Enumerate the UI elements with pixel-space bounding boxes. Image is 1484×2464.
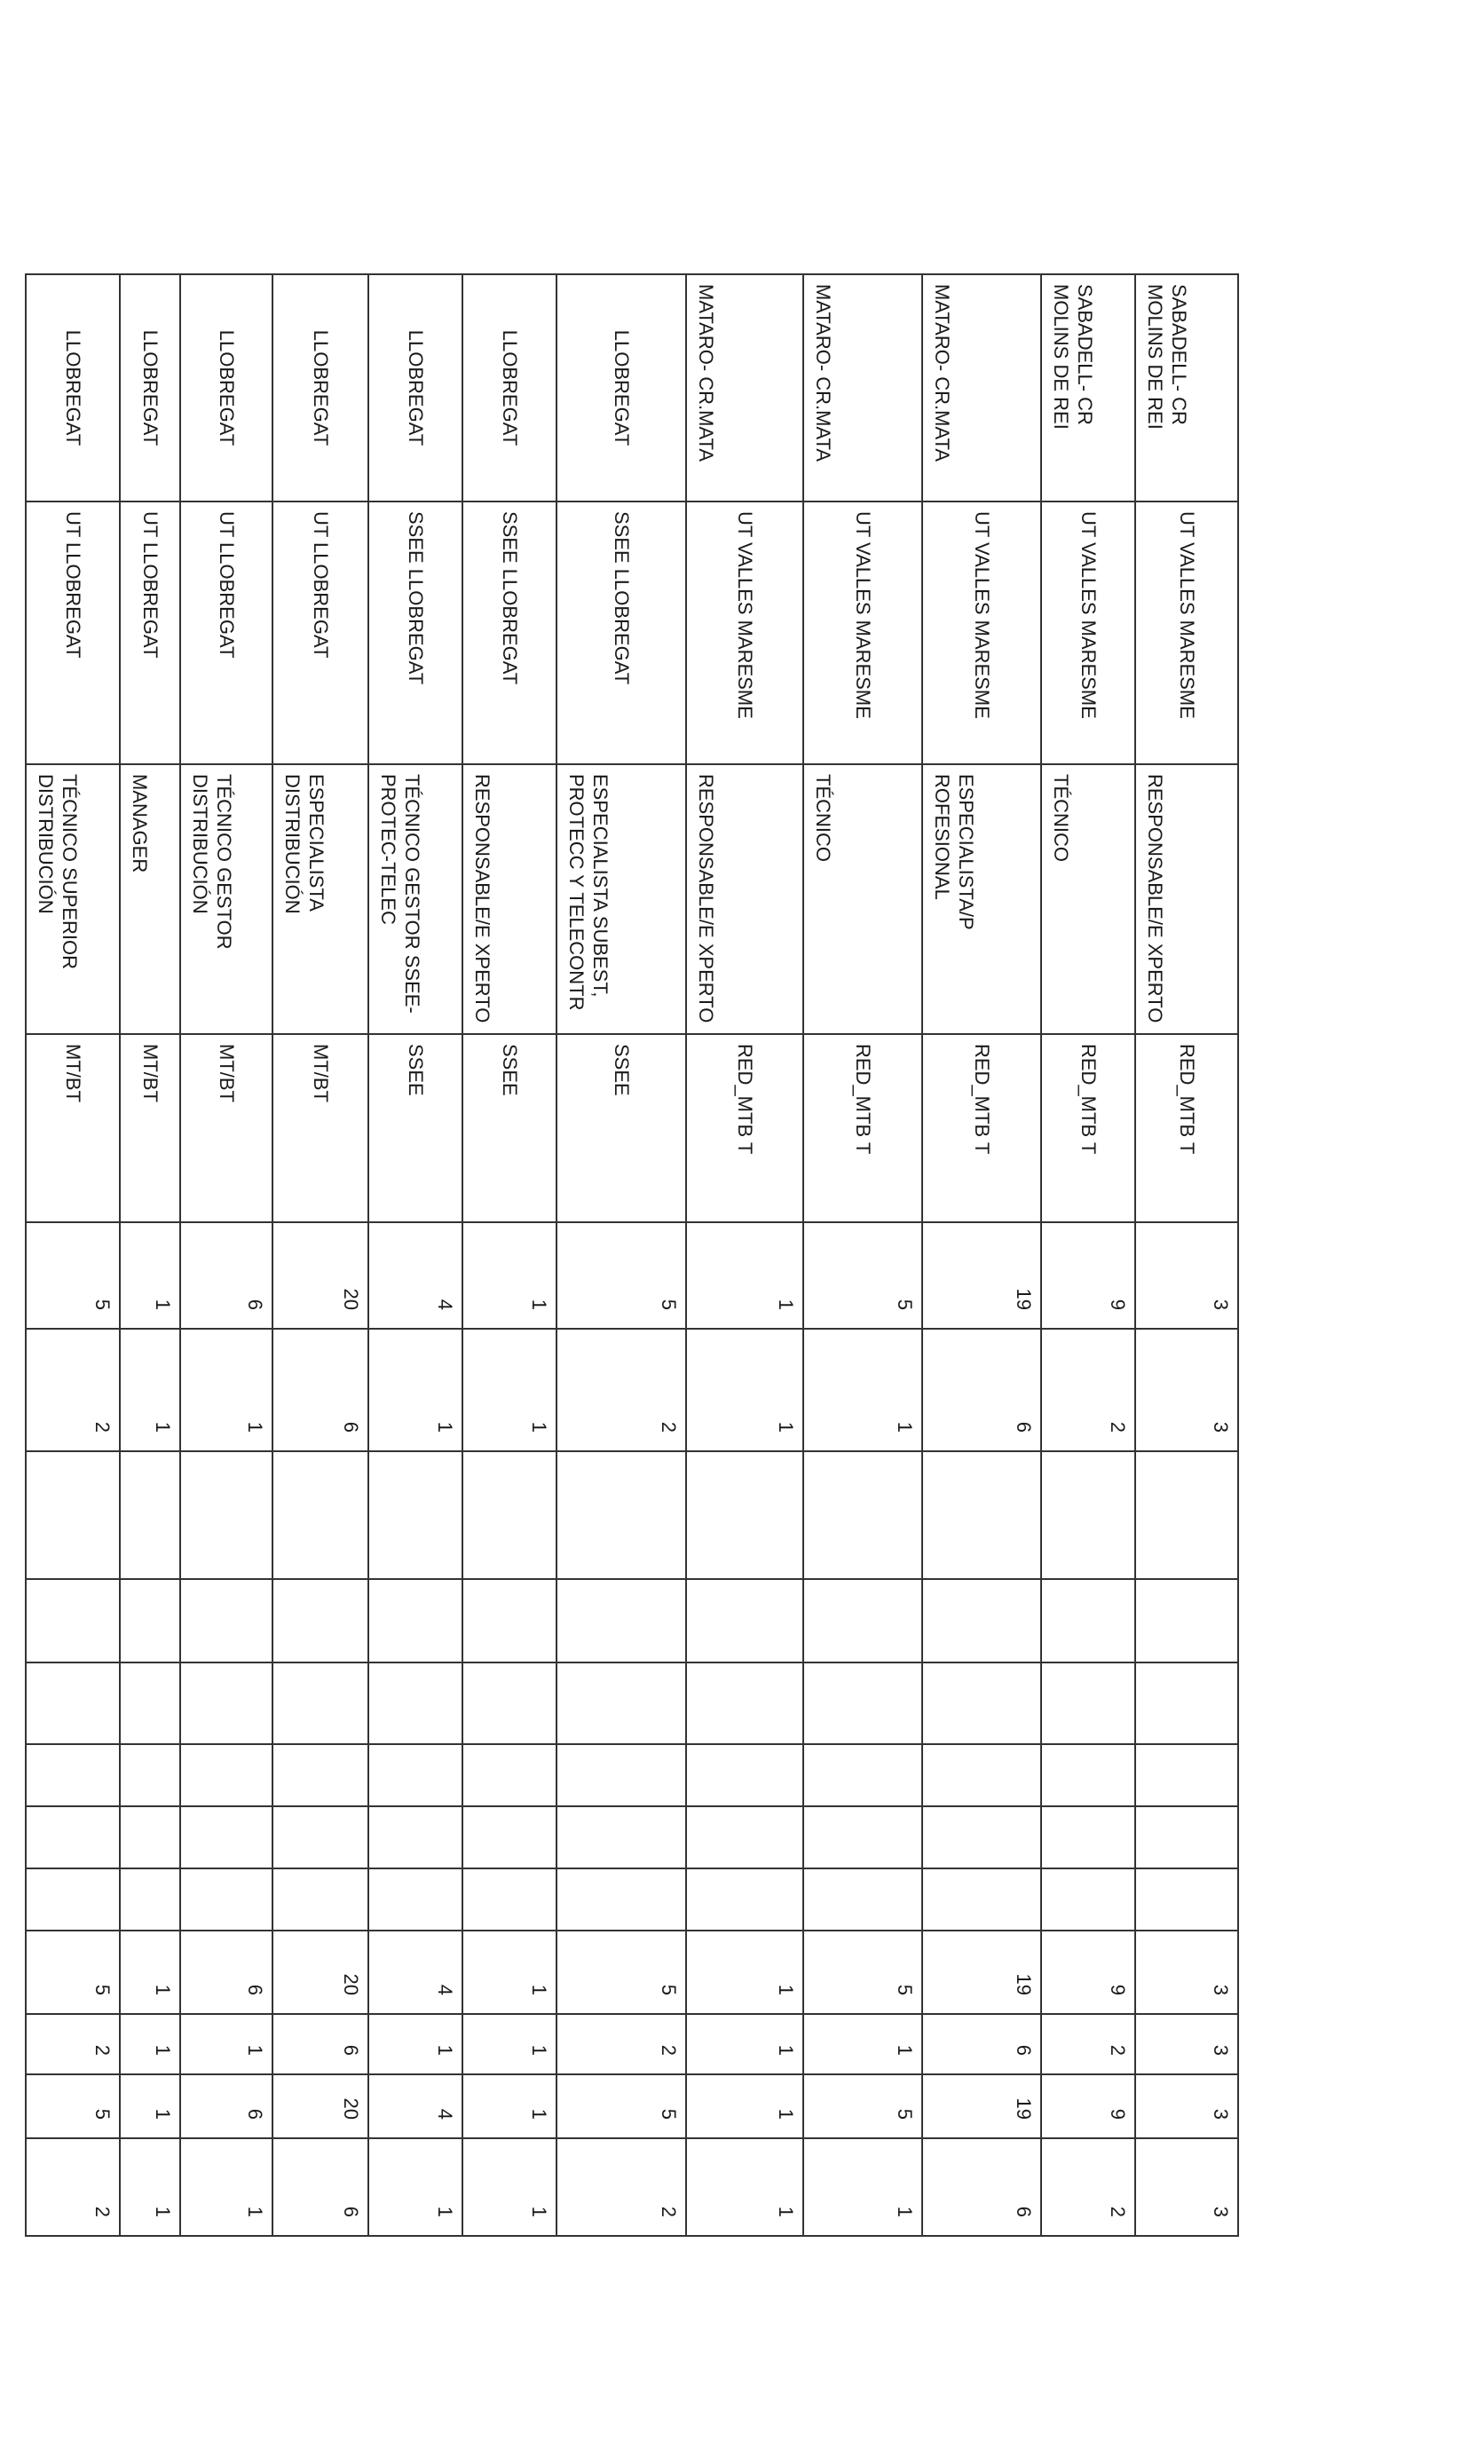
cell-value: 6	[272, 2014, 368, 2074]
cell-centro: LLOBREGAT	[120, 274, 180, 501]
cell-value: 1	[462, 1931, 556, 2014]
cell-empty	[120, 1662, 180, 1744]
cell-value: 6	[922, 2014, 1041, 2074]
cell-empty	[686, 1451, 803, 1579]
cell-empty	[120, 1806, 180, 1868]
cell-area: MT/BT	[120, 1034, 180, 1222]
cell-empty	[180, 1662, 272, 1744]
cell-area: MT/BT	[272, 1034, 368, 1222]
cell-empty	[120, 1451, 180, 1579]
cell-value: 5	[803, 1222, 922, 1329]
cell-value: 2	[26, 2014, 120, 2074]
cell-empty	[462, 1579, 556, 1662]
cell-value: 6	[922, 1329, 1041, 1451]
cell-value: 1	[803, 2138, 922, 2236]
cell-value: 1	[686, 1222, 803, 1329]
cell-empty	[922, 1662, 1041, 1744]
cell-unidad: UT LLOBREGAT	[26, 501, 120, 764]
cell-puesto: ESPECIALISTA/P ROFESIONAL	[922, 764, 1041, 1034]
cell-empty	[922, 1579, 1041, 1662]
cell-value: 6	[272, 1329, 368, 1451]
cell-value: 6	[272, 2138, 368, 2236]
cell-empty	[803, 1662, 922, 1744]
cell-empty	[922, 1806, 1041, 1868]
cell-value: 1	[686, 2074, 803, 2138]
cell-puesto: RESPONSABLE/E XPERTO	[1135, 764, 1238, 1034]
cell-empty	[922, 1744, 1041, 1806]
cell-empty	[180, 1744, 272, 1806]
staffing-table	[25, 273, 1239, 2237]
cell-unidad: UT LLOBREGAT	[120, 501, 180, 764]
cell-empty	[368, 1662, 462, 1744]
cell-area: SSEE	[556, 1034, 686, 1222]
cell-value: 1	[120, 1329, 180, 1451]
cell-empty	[1135, 1579, 1238, 1662]
cell-value: 3	[1135, 2138, 1238, 2236]
cell-area: MT/BT	[26, 1034, 120, 1222]
cell-value: 19	[922, 2074, 1041, 2138]
cell-value: 5	[26, 2074, 120, 2138]
cell-unidad: UT VALLES MARESME	[1135, 501, 1238, 764]
cell-empty	[272, 1868, 368, 1931]
cell-value: 1	[462, 2074, 556, 2138]
cell-value: 2	[556, 2014, 686, 2074]
cell-empty	[803, 1744, 922, 1806]
cell-empty	[462, 1451, 556, 1579]
cell-value: 5	[556, 1931, 686, 2014]
cell-value: 4	[368, 2074, 462, 2138]
cell-value: 1	[368, 2138, 462, 2236]
cell-value: 6	[180, 2074, 272, 2138]
cell-empty	[26, 1662, 120, 1744]
cell-value: 3	[1135, 1931, 1238, 2014]
cell-unidad: UT LLOBREGAT	[272, 501, 368, 764]
cell-unidad: UT LLOBREGAT	[180, 501, 272, 764]
cell-value: 2	[26, 1329, 120, 1451]
cell-value: 1	[120, 1222, 180, 1329]
cell-value: 1	[120, 2138, 180, 2236]
cell-empty	[272, 1662, 368, 1744]
table-row	[556, 274, 686, 2236]
cell-centro: LLOBREGAT	[272, 274, 368, 501]
cell-value: 1	[368, 1329, 462, 1451]
cell-value: 4	[368, 1222, 462, 1329]
cell-empty	[1135, 1868, 1238, 1931]
table-row	[803, 274, 922, 2236]
cell-puesto: TÉCNICO	[803, 764, 922, 1034]
cell-value: 1	[120, 2014, 180, 2074]
cell-empty	[462, 1744, 556, 1806]
table-row	[120, 274, 180, 2236]
cell-empty	[686, 1744, 803, 1806]
cell-empty	[1041, 1868, 1135, 1931]
cell-unidad: UT VALLES MARESME	[686, 501, 803, 764]
cell-empty	[686, 1868, 803, 1931]
cell-centro: LLOBREGAT	[368, 274, 462, 501]
cell-value: 19	[922, 1222, 1041, 1329]
cell-value: 9	[1041, 1931, 1135, 2014]
cell-empty	[368, 1806, 462, 1868]
cell-empty	[272, 1451, 368, 1579]
cell-empty	[556, 1579, 686, 1662]
cell-puesto: ESPECIALISTA SUBEST, PROTECC Y TELECONTR	[556, 764, 686, 1034]
cell-value: 3	[1135, 2014, 1238, 2074]
cell-empty	[368, 1579, 462, 1662]
cell-unidad: SSEE LLOBREGAT	[368, 501, 462, 764]
cell-puesto: MANAGER	[120, 764, 180, 1034]
cell-value: 1	[180, 1329, 272, 1451]
cell-puesto: TÉCNICO GESTOR SSEE- PROTEC-TELEC	[368, 764, 462, 1034]
cell-empty	[1041, 1744, 1135, 1806]
cell-empty	[462, 1806, 556, 1868]
cell-empty	[26, 1868, 120, 1931]
cell-value: 1	[180, 2138, 272, 2236]
cell-value: 20	[272, 1222, 368, 1329]
cell-value: 2	[26, 2138, 120, 2236]
cell-value: 6	[922, 2138, 1041, 2236]
cell-area: RED_MTB T	[1135, 1034, 1238, 1222]
cell-area: RED_MTB T	[686, 1034, 803, 1222]
table-row	[272, 274, 368, 2236]
cell-value: 1	[462, 1222, 556, 1329]
cell-empty	[272, 1579, 368, 1662]
cell-empty	[686, 1579, 803, 1662]
cell-empty	[1135, 1451, 1238, 1579]
cell-empty	[922, 1868, 1041, 1931]
cell-value: 3	[1135, 1222, 1238, 1329]
cell-value: 2	[1041, 2138, 1135, 2236]
cell-empty	[120, 1744, 180, 1806]
cell-area: SSEE	[462, 1034, 556, 1222]
table-row	[180, 274, 272, 2236]
cell-puesto: RESPONSABLE/E XPERTO	[462, 764, 556, 1034]
cell-area: SSEE	[368, 1034, 462, 1222]
cell-value: 19	[922, 1931, 1041, 2014]
cell-empty	[1041, 1451, 1135, 1579]
cell-puesto: ESPECIALISTA DISTRIBUCIÓN	[272, 764, 368, 1034]
cell-empty	[1135, 1662, 1238, 1744]
cell-empty	[686, 1806, 803, 1868]
cell-unidad: UT VALLES MARESME	[1041, 501, 1135, 764]
cell-empty	[180, 1451, 272, 1579]
cell-empty	[1041, 1806, 1135, 1868]
cell-unidad: UT VALLES MARESME	[922, 501, 1041, 764]
table-row	[1135, 274, 1238, 2236]
cell-centro: MATARO- CR.MATA	[686, 274, 803, 501]
cell-unidad: UT VALLES MARESME	[803, 501, 922, 764]
cell-empty	[1135, 1806, 1238, 1868]
cell-centro: MATARO- CR.MATA	[803, 274, 922, 501]
cell-value: 2	[1041, 2014, 1135, 2074]
cell-puesto: TÉCNICO GESTOR DISTRIBUCIÓN	[180, 764, 272, 1034]
cell-empty	[556, 1806, 686, 1868]
cell-puesto: RESPONSABLE/E XPERTO	[686, 764, 803, 1034]
cell-value: 20	[272, 2074, 368, 2138]
cell-empty	[462, 1662, 556, 1744]
table-row	[26, 274, 120, 2236]
cell-value: 1	[368, 2014, 462, 2074]
cell-empty	[803, 1806, 922, 1868]
cell-empty	[556, 1868, 686, 1931]
cell-value: 2	[556, 2138, 686, 2236]
cell-empty	[180, 1806, 272, 1868]
cell-empty	[922, 1451, 1041, 1579]
cell-value: 5	[26, 1931, 120, 2014]
cell-value: 9	[1041, 1222, 1135, 1329]
cell-empty	[556, 1451, 686, 1579]
cell-value: 1	[180, 2014, 272, 2074]
cell-value: 9	[1041, 2074, 1135, 2138]
table-row	[368, 274, 462, 2236]
table-row	[922, 274, 1041, 2236]
cell-empty	[462, 1868, 556, 1931]
cell-area: RED_MTB T	[1041, 1034, 1135, 1222]
cell-value: 5	[803, 1931, 922, 2014]
cell-value: 1	[803, 1329, 922, 1451]
cell-empty	[556, 1662, 686, 1744]
table-row	[462, 274, 556, 2236]
cell-value: 2	[556, 1329, 686, 1451]
cell-value: 4	[368, 1931, 462, 2014]
cell-value: 6	[180, 1931, 272, 2014]
cell-value: 5	[26, 1222, 120, 1329]
cell-value: 1	[120, 2074, 180, 2138]
cell-empty	[272, 1806, 368, 1868]
cell-empty	[686, 1662, 803, 1744]
cell-value: 1	[803, 2014, 922, 2074]
cell-empty	[803, 1579, 922, 1662]
cell-empty	[120, 1579, 180, 1662]
cell-empty	[803, 1868, 922, 1931]
cell-empty	[1135, 1744, 1238, 1806]
cell-value: 1	[686, 2014, 803, 2074]
cell-value: 6	[180, 1222, 272, 1329]
cell-value: 1	[462, 2138, 556, 2236]
cell-area: RED_MTB T	[922, 1034, 1041, 1222]
cell-empty	[180, 1579, 272, 1662]
cell-empty	[26, 1744, 120, 1806]
cell-value: 1	[686, 2138, 803, 2236]
cell-value: 1	[462, 2014, 556, 2074]
cell-centro: MATARO- CR.MATA	[922, 274, 1041, 501]
cell-value: 1	[120, 1931, 180, 2014]
cell-centro: LLOBREGAT	[462, 274, 556, 501]
cell-empty	[180, 1868, 272, 1931]
cell-centro: SABADELL- CR MOLINS DE REI	[1135, 274, 1238, 501]
cell-area: MT/BT	[180, 1034, 272, 1222]
cell-empty	[803, 1451, 922, 1579]
cell-value: 5	[803, 2074, 922, 2138]
cell-unidad: SSEE LLOBREGAT	[462, 501, 556, 764]
cell-empty	[272, 1744, 368, 1806]
table-row	[686, 274, 803, 2236]
cell-empty	[1041, 1662, 1135, 1744]
cell-unidad: SSEE LLOBREGAT	[556, 501, 686, 764]
cell-centro: LLOBREGAT	[180, 274, 272, 501]
cell-empty	[1041, 1579, 1135, 1662]
cell-puesto: TÉCNICO	[1041, 764, 1135, 1034]
cell-value: 5	[556, 2074, 686, 2138]
cell-empty	[26, 1451, 120, 1579]
cell-empty	[26, 1806, 120, 1868]
cell-value: 1	[686, 1329, 803, 1451]
cell-empty	[368, 1868, 462, 1931]
cell-centro: LLOBREGAT	[26, 274, 120, 501]
cell-value: 5	[556, 1222, 686, 1329]
cell-centro: LLOBREGAT	[556, 274, 686, 501]
cell-value: 2	[1041, 1329, 1135, 1451]
cell-value: 20	[272, 1931, 368, 2014]
cell-empty	[556, 1744, 686, 1806]
cell-empty	[26, 1579, 120, 1662]
cell-area: RED_MTB T	[803, 1034, 922, 1222]
cell-empty	[368, 1744, 462, 1806]
cell-empty	[368, 1451, 462, 1579]
cell-value: 1	[686, 1931, 803, 2014]
cell-puesto: TÉCNICO SUPERIOR DISTRIBUCIÓN	[26, 764, 120, 1034]
cell-value: 3	[1135, 2074, 1238, 2138]
cell-value: 1	[462, 1329, 556, 1451]
cell-centro: SABADELL- CR MOLINS DE REI	[1041, 274, 1135, 501]
table-row	[1041, 274, 1135, 2236]
cell-value: 3	[1135, 1329, 1238, 1451]
cell-empty	[120, 1868, 180, 1931]
